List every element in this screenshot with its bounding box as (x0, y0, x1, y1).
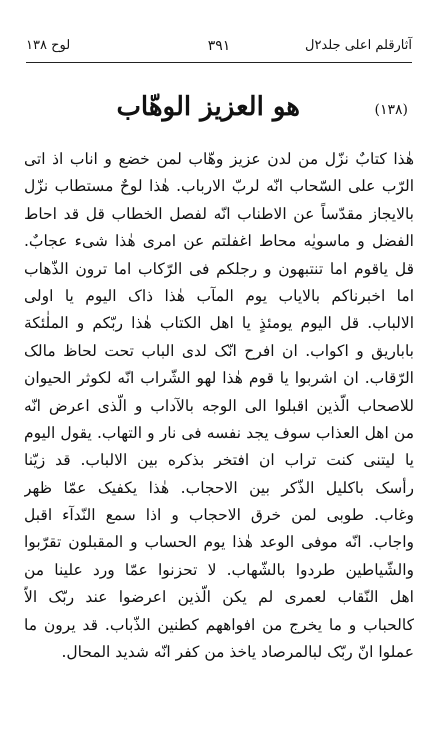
body-line: اهل النّقاب لعمری لم یکن الّذین اعرضوا عند ربّک الاّ (24, 588, 414, 607)
body-line: الرّب علی السّحاب انّه لربّ الارباب. هٰذا لوحٌ مستطاب نزّل (24, 177, 414, 196)
tablet-label: لوح ۱۳۸ (26, 38, 71, 53)
body-line: بالایجاز مقدّساً عن الاطناب انّه لفصل الخطاب قل قد احاط (24, 204, 414, 223)
tablet-body (24, 146, 414, 666)
running-header (26, 38, 412, 60)
body-line: والشّیاطین طردوا بالشّهاب. لا تحزنوا عمّا ورد علینا من (24, 560, 414, 579)
tablet-number: (۱۳۸) (374, 102, 408, 118)
body-line: عملوا انّ ربّک لبالمرصاد یاخذ من کفر انّه شدید المحال. (61, 643, 414, 662)
body-line: کالحباب و ما یخرج من افواههم کطنین الذّباب. قد یرون ما (24, 615, 414, 634)
page-number: ۳۹۱ (207, 38, 231, 54)
body-line: واجاب. انّه موفی الوعد هٰذا یوم الحساب و المقبلون تقرّبوا (24, 533, 414, 552)
header-divider (26, 62, 412, 63)
book-title: آثارقلم اعلى جلد۲ل (304, 38, 412, 53)
tablet-heading: هو العزیز الوهّاب (116, 92, 300, 122)
body-line: اما اخبرناکم بالایاب یوم المآب هٰذا ذاک الیوم یا اولی (24, 286, 414, 305)
body-line: الالباب. قل الیوم یومئذٍ یا اهل الکتاب هٰذا ربّکم و الملٰئکة (24, 314, 414, 333)
body-line: یا لیتنی کنت تراب ان افتخر بذکره بین الالباب. قد زیّنا (24, 451, 414, 470)
body-line: وغاب. طوبی لمن خرق الاحجاب و اذا سمع النّدآء اقبل (24, 506, 414, 525)
body-line: الرّقاب. ان اشربوا یا قوم هٰذا لهو الشّراب انّه لکوثر الحیوان (24, 369, 414, 388)
body-line: للاصحاب الّذین اقبلوا الی الوجه بالآداب و الّذی اعرض انّه (24, 396, 414, 415)
tablet-title-row (26, 92, 412, 128)
body-line: باباریق و اکواب. ان افرح انّک لدی الباب تحت لحاظ مالک (24, 341, 414, 360)
body-line: هٰذا کتابٌ نزّل من لدن عزیز وهّاب لمن خضع و اناب اذ اتی (24, 150, 414, 168)
body-line: رأسک باکلیل الذّکر بین الاحجاب. هٰذا یکفیک عمّا ظهر (24, 478, 414, 497)
body-line: قل یاقوم اما تنتبهون و رجلکم فی الرّکاب اما ترون الذّهاب (24, 259, 414, 278)
body-line: الفضل و ماسویٰه محاط اغفلتم عن امری هٰذا شیء عجابٌ. (24, 232, 414, 251)
body-line: من اهل العذاب سوف یجد نفسه فی نار و التهاب. یقول الیوم (24, 423, 414, 442)
